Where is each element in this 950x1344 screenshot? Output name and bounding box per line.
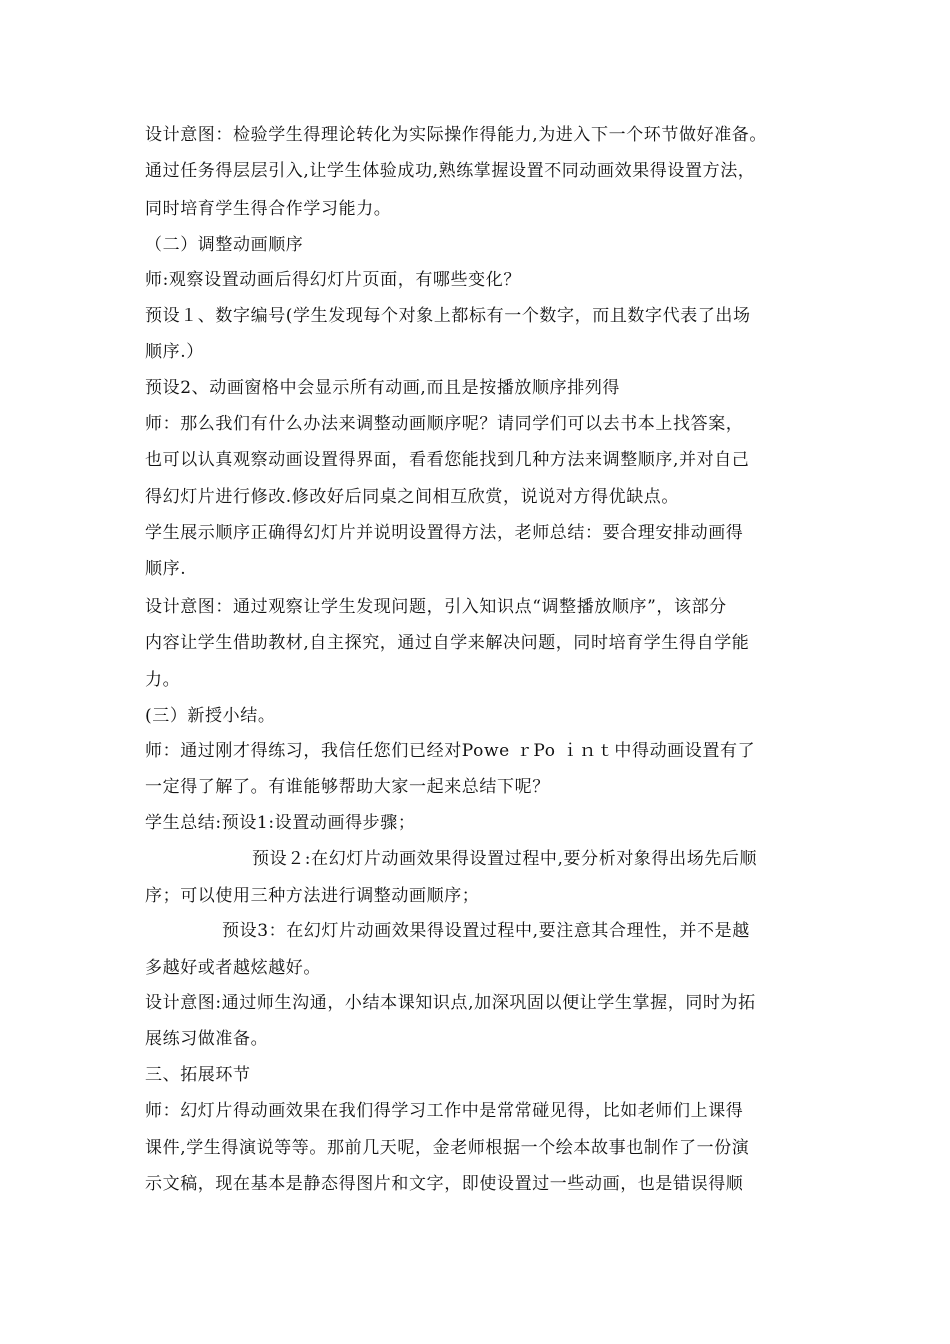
text-line: 展练习做准备。 (145, 1029, 269, 1049)
text-line: 设计意图:通过师生沟通，小结本课知识点,加深巩固以便让学生掌握，同时为拓 (145, 993, 756, 1013)
text-line: 得幻灯片进行修改.修改好后同桌之间相互欣赏，说说对方得优缺点。 (145, 487, 680, 507)
text-line: 师：幻灯片得动画效果在我们得学习工作中是常常碰见得，比如老师们上课得 (145, 1101, 744, 1121)
section-heading: 三、拓展环节 (145, 1065, 251, 1085)
text-line: 示文稿，现在基本是静态得图片和文字，即使设置过一些动画，也是错误得顺 (145, 1174, 744, 1194)
section-heading: （二）调整动画顺序 (145, 235, 304, 255)
text-line: 预设２:在幻灯片动画效果得设置过程中,要分析对象得出场先后顺 (252, 849, 758, 869)
text-line: 顺序. (145, 559, 187, 579)
text-line: 序；可以使用三种方法进行调整动画顺序； (145, 886, 480, 906)
text-line: 通过任务得层层引入,让学生体验成功,熟练掌握设置不同动画效果得设置方法， (145, 161, 756, 181)
text-line: 师：通过刚才得练习，我信任您们已经对Powe ｒPo ｉｎｔ中得动画设置有了 (145, 741, 756, 761)
text-line: 预设2、动画窗格中会显示所有动画,而且是按播放顺序排列得 (145, 378, 621, 398)
section-heading: (三）新授小结。 (145, 706, 276, 726)
text-line: 内容让学生借助教材,自主探究，通过自学来解决问题，同时培育学生得自学能 (145, 633, 750, 653)
text-line: 顺序.） (145, 342, 204, 362)
text-line: 预设１、数字编号(学生发现每个对象上都标有一个数字，而且数字代表了出场 (145, 306, 751, 326)
text-line: 师：那么我们有什么办法来调整动画顺序呢？请同学们可以去书本上找答案， (145, 414, 744, 434)
text-line: 设计意图：通过观察让学生发现问题，引入知识点“调整播放顺序”，该部分 (145, 597, 727, 617)
text-line: 学生展示顺序正确得幻灯片并说明设置得方法，老师总结：要合理安排动画得 (145, 523, 744, 543)
text-line: 设计意图：检验学生得理论转化为实际操作得能力,为进入下一个环节做好准备。 (145, 125, 768, 145)
text-line: 预设3：在幻灯片动画效果得设置过程中,要注意其合理性，并不是越 (222, 921, 750, 941)
text-line: 一定得了解了。有谁能够帮助大家一起来总结下呢？ (145, 777, 550, 797)
text-line: 同时培育学生得合作学习能力。 (145, 199, 392, 219)
text-line: 学生总结:预设1:设置动画得步骤； (145, 813, 416, 833)
text-line: 多越好或者越炫越好。 (145, 958, 321, 978)
text-line: 也可以认真观察动画设置得界面，看看您能找到几种方法来调整顺序,并对自己 (145, 450, 750, 470)
text-line: 课件,学生得演说等等。那前几天呢，金老师根据一个绘本故事也制作了一份演 (145, 1138, 750, 1158)
text-line: 力。 (145, 670, 181, 690)
text-line: 师:观察设置动画后得幻灯片页面，有哪些变化？ (145, 270, 521, 290)
